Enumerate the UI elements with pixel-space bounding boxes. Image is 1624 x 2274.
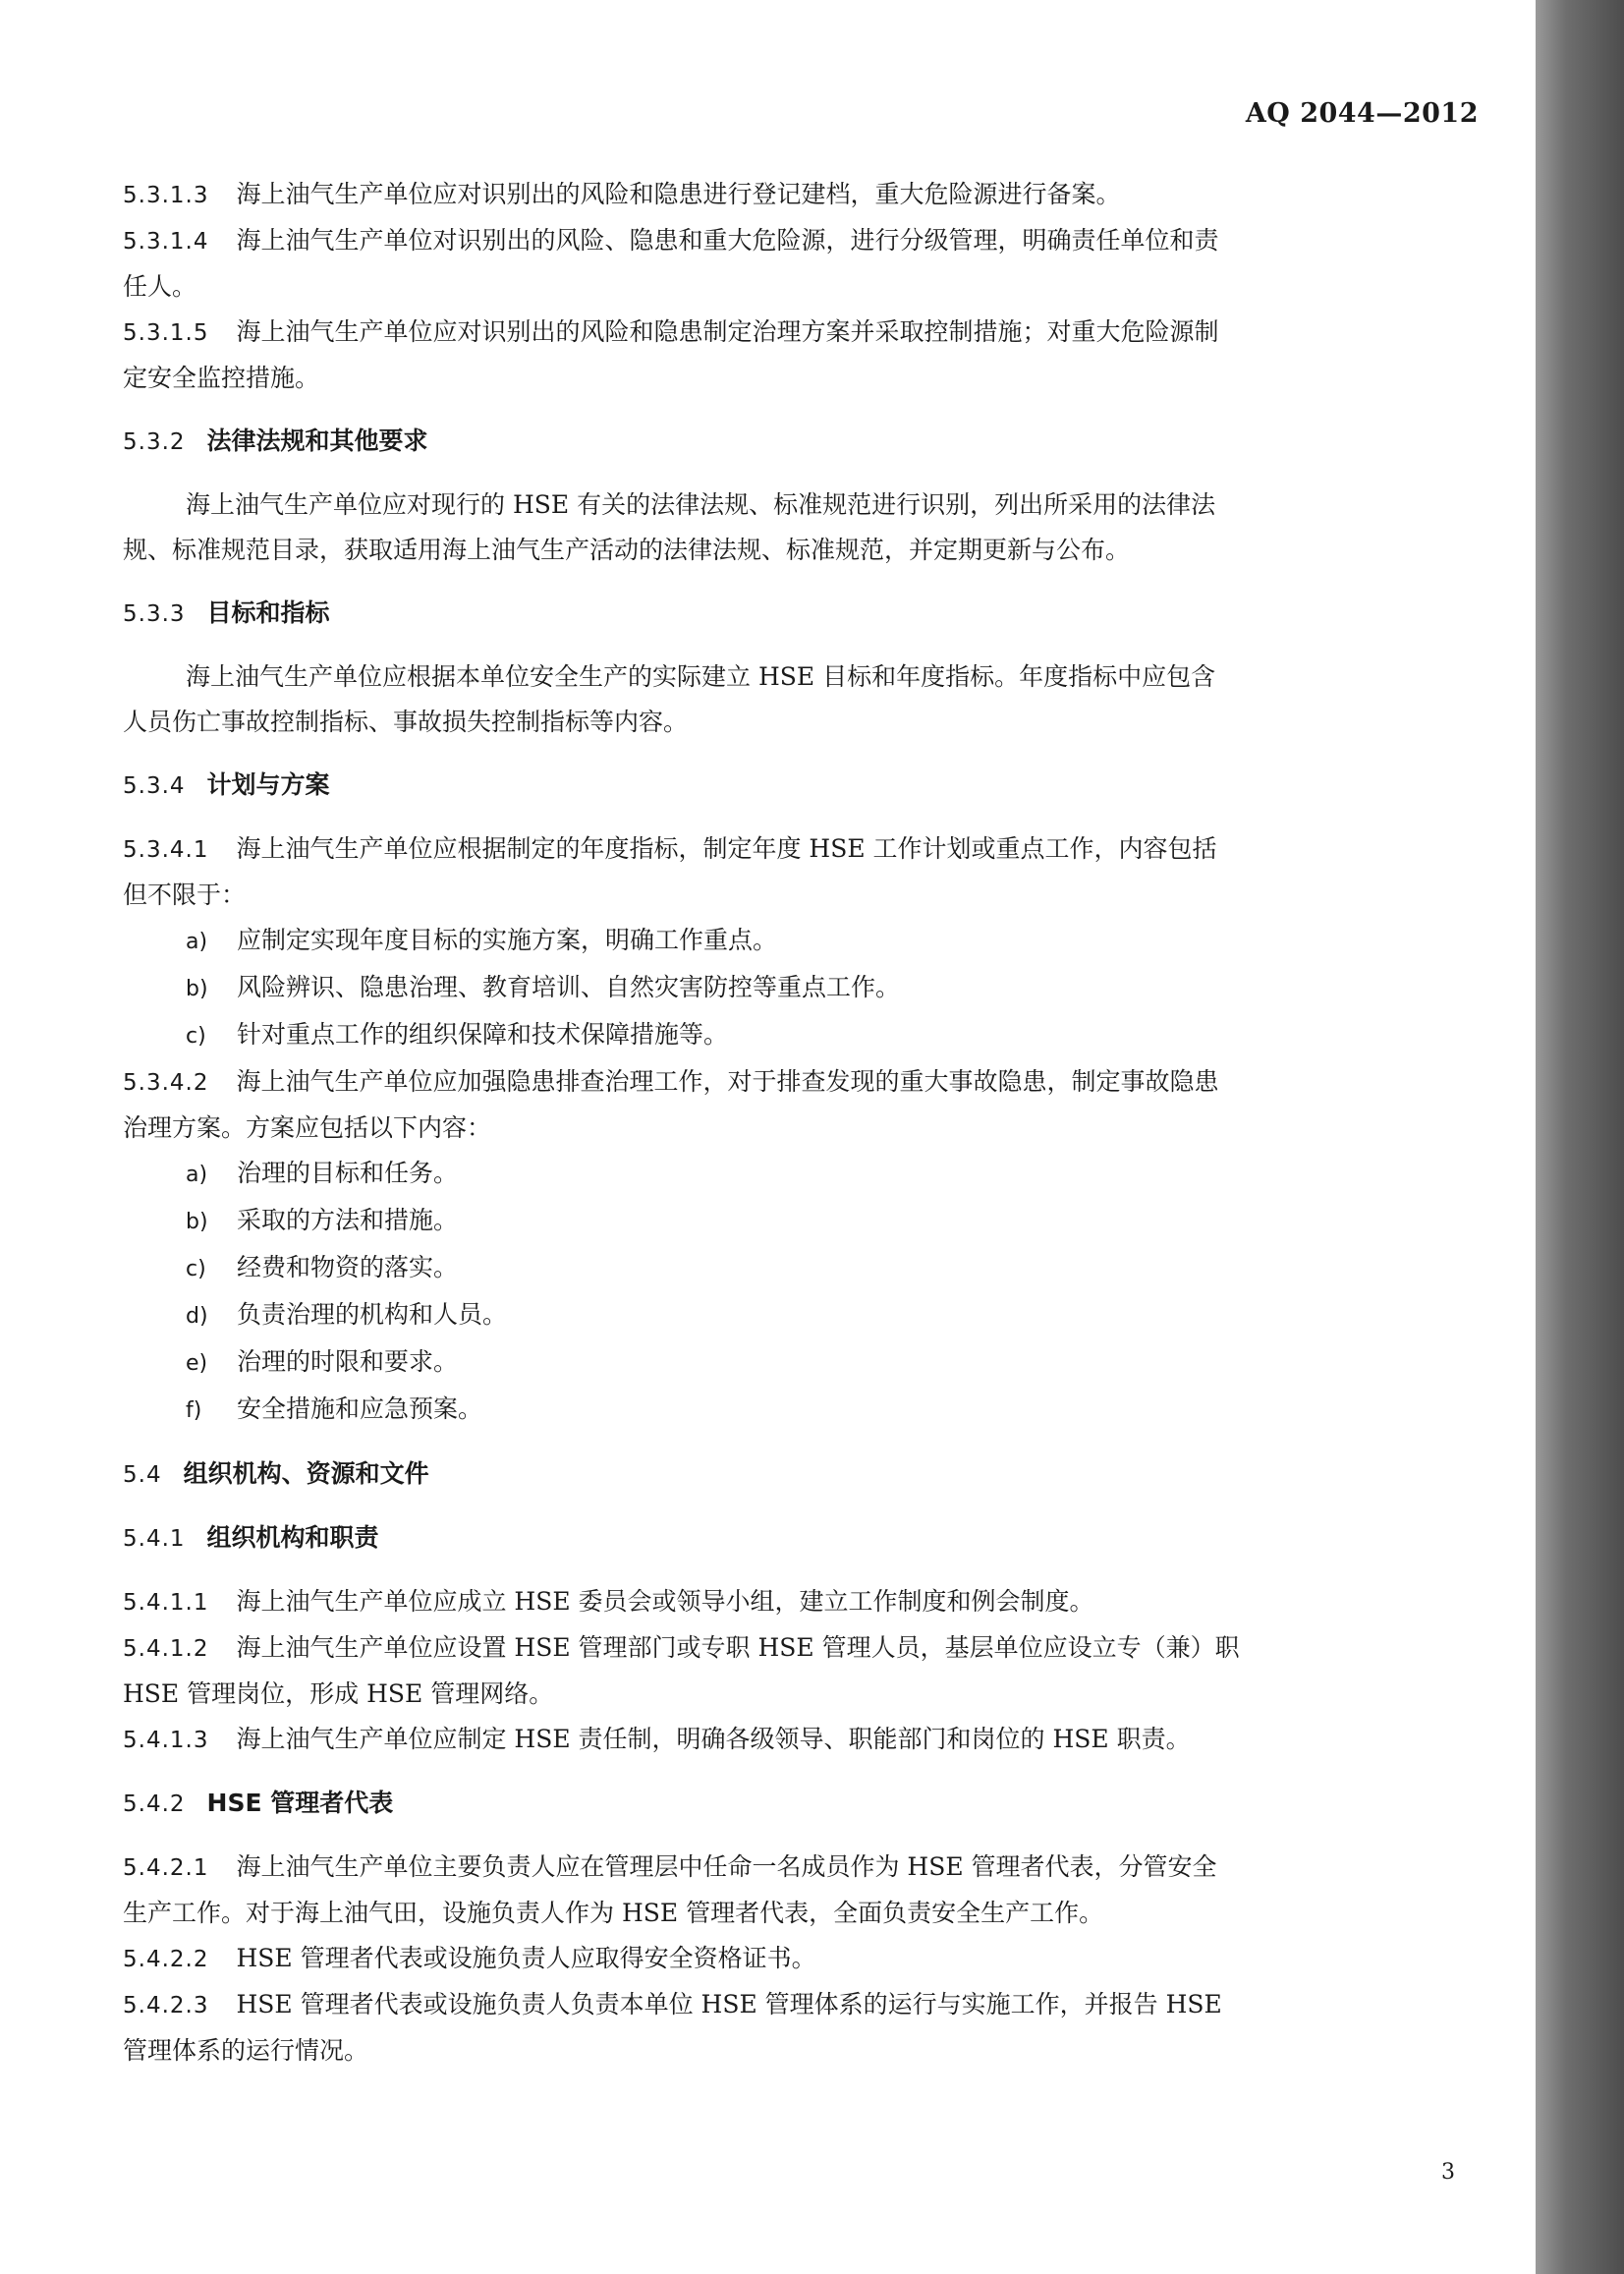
document-body	[123, 172, 1477, 2074]
clause-number: 5.3.1.4	[123, 229, 209, 255]
list-label: c)	[186, 1257, 206, 1281]
page-number: 3	[1441, 2160, 1455, 2185]
clause-text: 海上油气生产单位应对识别出的风险和隐患进行登记建档，重大危险源进行备案。	[236, 180, 1121, 208]
section-heading	[123, 763, 1477, 809]
list-label: a)	[186, 930, 208, 954]
section-number: 5.3.2	[123, 429, 186, 455]
list-text: 治理的目标和任务。	[237, 1159, 459, 1187]
section-number: 5.3.3	[123, 601, 186, 627]
clause-line	[123, 1672, 1477, 1717]
clause-line	[123, 218, 1477, 264]
section-title: 目标和指标	[206, 598, 330, 627]
clause-text: HSE 管理岗位，形成 HSE 管理网络。	[123, 1679, 554, 1708]
clause-text: 海上油气生产单位主要负责人应在管理层中任命一名成员作为 HSE 管理者代表，分管安全	[236, 1852, 1217, 1881]
list-text: 针对重点工作的组织保障和技术保障措施等。	[237, 1020, 729, 1049]
list-text: 采取的方法和措施。	[237, 1206, 459, 1234]
clause-line	[123, 1845, 1477, 1891]
clause-number: 5.3.4.1	[123, 837, 209, 863]
clause-line	[123, 873, 1477, 918]
list-label: d)	[186, 1304, 208, 1329]
list-label: b)	[186, 1210, 208, 1234]
clause-number: 5.3.4.2	[123, 1070, 209, 1096]
clause-number: 5.4.1.3	[123, 1728, 209, 1753]
clause-text: 海上油气生产单位应成立 HSE 委员会或领导小组，建立工作制度和例会制度。	[236, 1587, 1094, 1616]
clause-text: 海上油气生产单位应根据制定的年度指标，制定年度 HSE 工作计划或重点工作，内容包括	[236, 834, 1217, 863]
list-label: b)	[186, 977, 208, 1001]
clause-text: 但不限于：	[123, 881, 247, 909]
list-label: f)	[186, 1398, 202, 1423]
clause-line	[123, 1936, 1477, 1982]
clause-number: 5.4.2.1	[123, 1855, 209, 1881]
clause-text: 治理方案。方案应包括以下内容：	[123, 1113, 492, 1142]
section-heading	[123, 591, 1477, 637]
scan-edge-shadow	[1536, 0, 1624, 2274]
section-heading	[123, 419, 1477, 465]
list-item	[123, 965, 1477, 1012]
list-item	[123, 1151, 1477, 1198]
clause-text: 海上油气生产单位应制定 HSE 责任制，明确各级领导、职能部门和岗位的 HSE 职责。	[236, 1725, 1191, 1753]
clause-text: 海上油气生产单位应加强隐患排查治理工作，对于排查发现的重大事故隐患，制定事故隐患	[236, 1067, 1219, 1096]
clause-line	[123, 1625, 1477, 1672]
section-number: 5.4	[123, 1462, 162, 1488]
clause-line	[123, 264, 1477, 310]
list-item	[123, 1245, 1477, 1292]
section-title: HSE 管理者代表	[206, 1789, 394, 1817]
section-number: 5.4.1	[123, 1526, 186, 1552]
clause-number: 5.3.1.3	[123, 183, 209, 208]
list-text: 风险辨识、隐患治理、教育培训、自然灾害防控等重点工作。	[237, 973, 901, 1001]
section-heading	[123, 1451, 1477, 1498]
paragraph-line: 海上油气生产单位应根据本单位安全生产的实际建立 HSE 目标和年度指标。年度指标中应包含	[186, 662, 1216, 691]
section-number: 5.4.2	[123, 1791, 186, 1817]
list-label: a)	[186, 1163, 208, 1187]
list-label: c)	[186, 1024, 206, 1049]
clause-number: 5.4.2.2	[123, 1947, 209, 1972]
clause-text: 任人。	[123, 272, 197, 301]
clause-line	[123, 172, 1477, 218]
clause-line	[123, 1891, 1477, 1936]
clause-line	[123, 2028, 1477, 2074]
clause-number: 5.4.1.2	[123, 1636, 209, 1662]
section-title: 法律法规和其他要求	[206, 426, 428, 455]
list-item	[123, 1198, 1477, 1245]
list-text: 治理的时限和要求。	[237, 1347, 459, 1376]
clause-number: 5.4.1.1	[123, 1590, 209, 1616]
section-heading	[123, 1781, 1477, 1827]
clause-line	[123, 1579, 1477, 1625]
clause-text: HSE 管理者代表或设施负责人负责本单位 HSE 管理体系的运行与实施工作，并报告 HSE	[236, 1990, 1222, 2018]
list-text: 经费和物资的落实。	[237, 1253, 459, 1281]
clause-text: 海上油气生产单位应设置 HSE 管理部门或专职 HSE 管理人员，基层单位应设立专（兼）职	[236, 1633, 1240, 1662]
clause-line	[123, 356, 1477, 401]
section-heading	[123, 1515, 1477, 1562]
section-title: 组织机构和职责	[206, 1523, 379, 1552]
list-item	[123, 918, 1477, 965]
list-label: e)	[186, 1351, 208, 1376]
list-item	[123, 1292, 1477, 1339]
section-title: 组织机构、资源和文件	[183, 1459, 429, 1488]
clause-line	[123, 310, 1477, 356]
list-text: 应制定实现年度目标的实施方案，明确工作重点。	[237, 926, 778, 954]
clause-line	[123, 826, 1477, 873]
clause-line	[123, 1982, 1477, 2028]
list-item	[123, 1012, 1477, 1059]
clause-text: 管理体系的运行情况。	[123, 2036, 369, 2065]
list-text: 负责治理的机构和人员。	[237, 1300, 508, 1329]
list-text: 安全措施和应急预案。	[237, 1394, 483, 1423]
clause-line	[123, 1106, 1477, 1151]
clause-line	[123, 1059, 1477, 1106]
clause-number: 5.3.1.5	[123, 320, 209, 346]
section-number: 5.3.4	[123, 773, 186, 799]
clause-text: HSE 管理者代表或设施负责人应取得安全资格证书。	[236, 1944, 816, 1972]
paragraph-line: 海上油气生产单位应对现行的 HSE 有关的法律法规、标准规范进行识别，列出所采用的法律法	[186, 490, 1216, 519]
clause-number: 5.4.2.3	[123, 1993, 209, 2018]
standard-code: AQ 2044—2012	[1245, 98, 1479, 129]
clause-text: 海上油气生产单位对识别出的风险、隐患和重大危险源，进行分级管理，明确责任单位和责	[236, 226, 1219, 255]
clause-text: 海上油气生产单位应对识别出的风险和隐患制定治理方案并采取控制措施；对重大危险源制	[236, 317, 1219, 346]
paragraph-line: 规、标准规范目录，获取适用海上油气生产活动的法律法规、标准规范，并定期更新与公布。	[123, 536, 1131, 564]
clause-line	[123, 1717, 1477, 1763]
list-item	[123, 1387, 1477, 1434]
section-title: 计划与方案	[206, 770, 330, 799]
clause-text: 定安全监控措施。	[123, 364, 320, 392]
clause-text: 生产工作。对于海上油气田，设施负责人作为 HSE 管理者代表，全面负责安全生产工作。	[123, 1899, 1104, 1927]
list-item	[123, 1339, 1477, 1387]
paragraph-line: 人员伤亡事故控制指标、事故损失控制指标等内容。	[123, 708, 689, 736]
